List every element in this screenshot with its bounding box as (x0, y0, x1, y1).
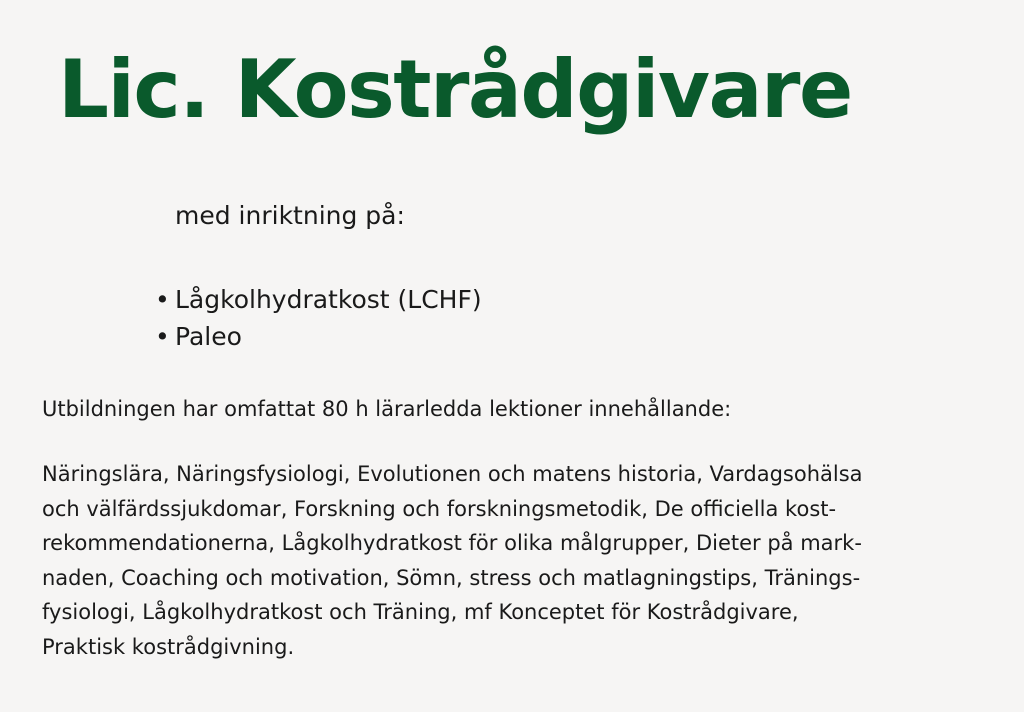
focus-area-label: Paleo (175, 322, 242, 351)
course-content-line: Näringslära, Näringsfysiologi, Evolutionen och matens historia, Vardagsohälsa (42, 462, 863, 486)
course-content-line: och välfärdssjukdomar, Forskning och forskningsmetodik, De officiella kost- (42, 496, 837, 521)
course-content-line: Praktisk kostrådgivning. (42, 634, 295, 659)
course-content-line: rekommendationerna, Lågkolhydratkost för olika målgrupper, Dieter på mark- (42, 531, 862, 556)
page-title: Lic. Kostrådgivare (58, 43, 852, 136)
bullet-icon: • (155, 285, 170, 314)
focus-area-list (155, 281, 482, 355)
bullet-icon: • (155, 322, 170, 351)
list-item (155, 318, 482, 355)
course-content (42, 457, 863, 665)
course-content-line: naden, Coaching och motivation, Sömn, stress och matlagningstips, Tränings- (42, 565, 861, 590)
subtitle: med inriktning på: (175, 201, 405, 230)
list-item (155, 281, 482, 318)
focus-area-label: Lågkolhydratkost (LCHF) (175, 285, 482, 314)
course-intro: Utbildningen har omfattat 80 h lärarledda lektioner innehållande: (42, 397, 732, 421)
course-content-line: fysiologi, Lågkolhydratkost och Träning, mf Konceptet för Kostrådgivare, (42, 600, 799, 625)
